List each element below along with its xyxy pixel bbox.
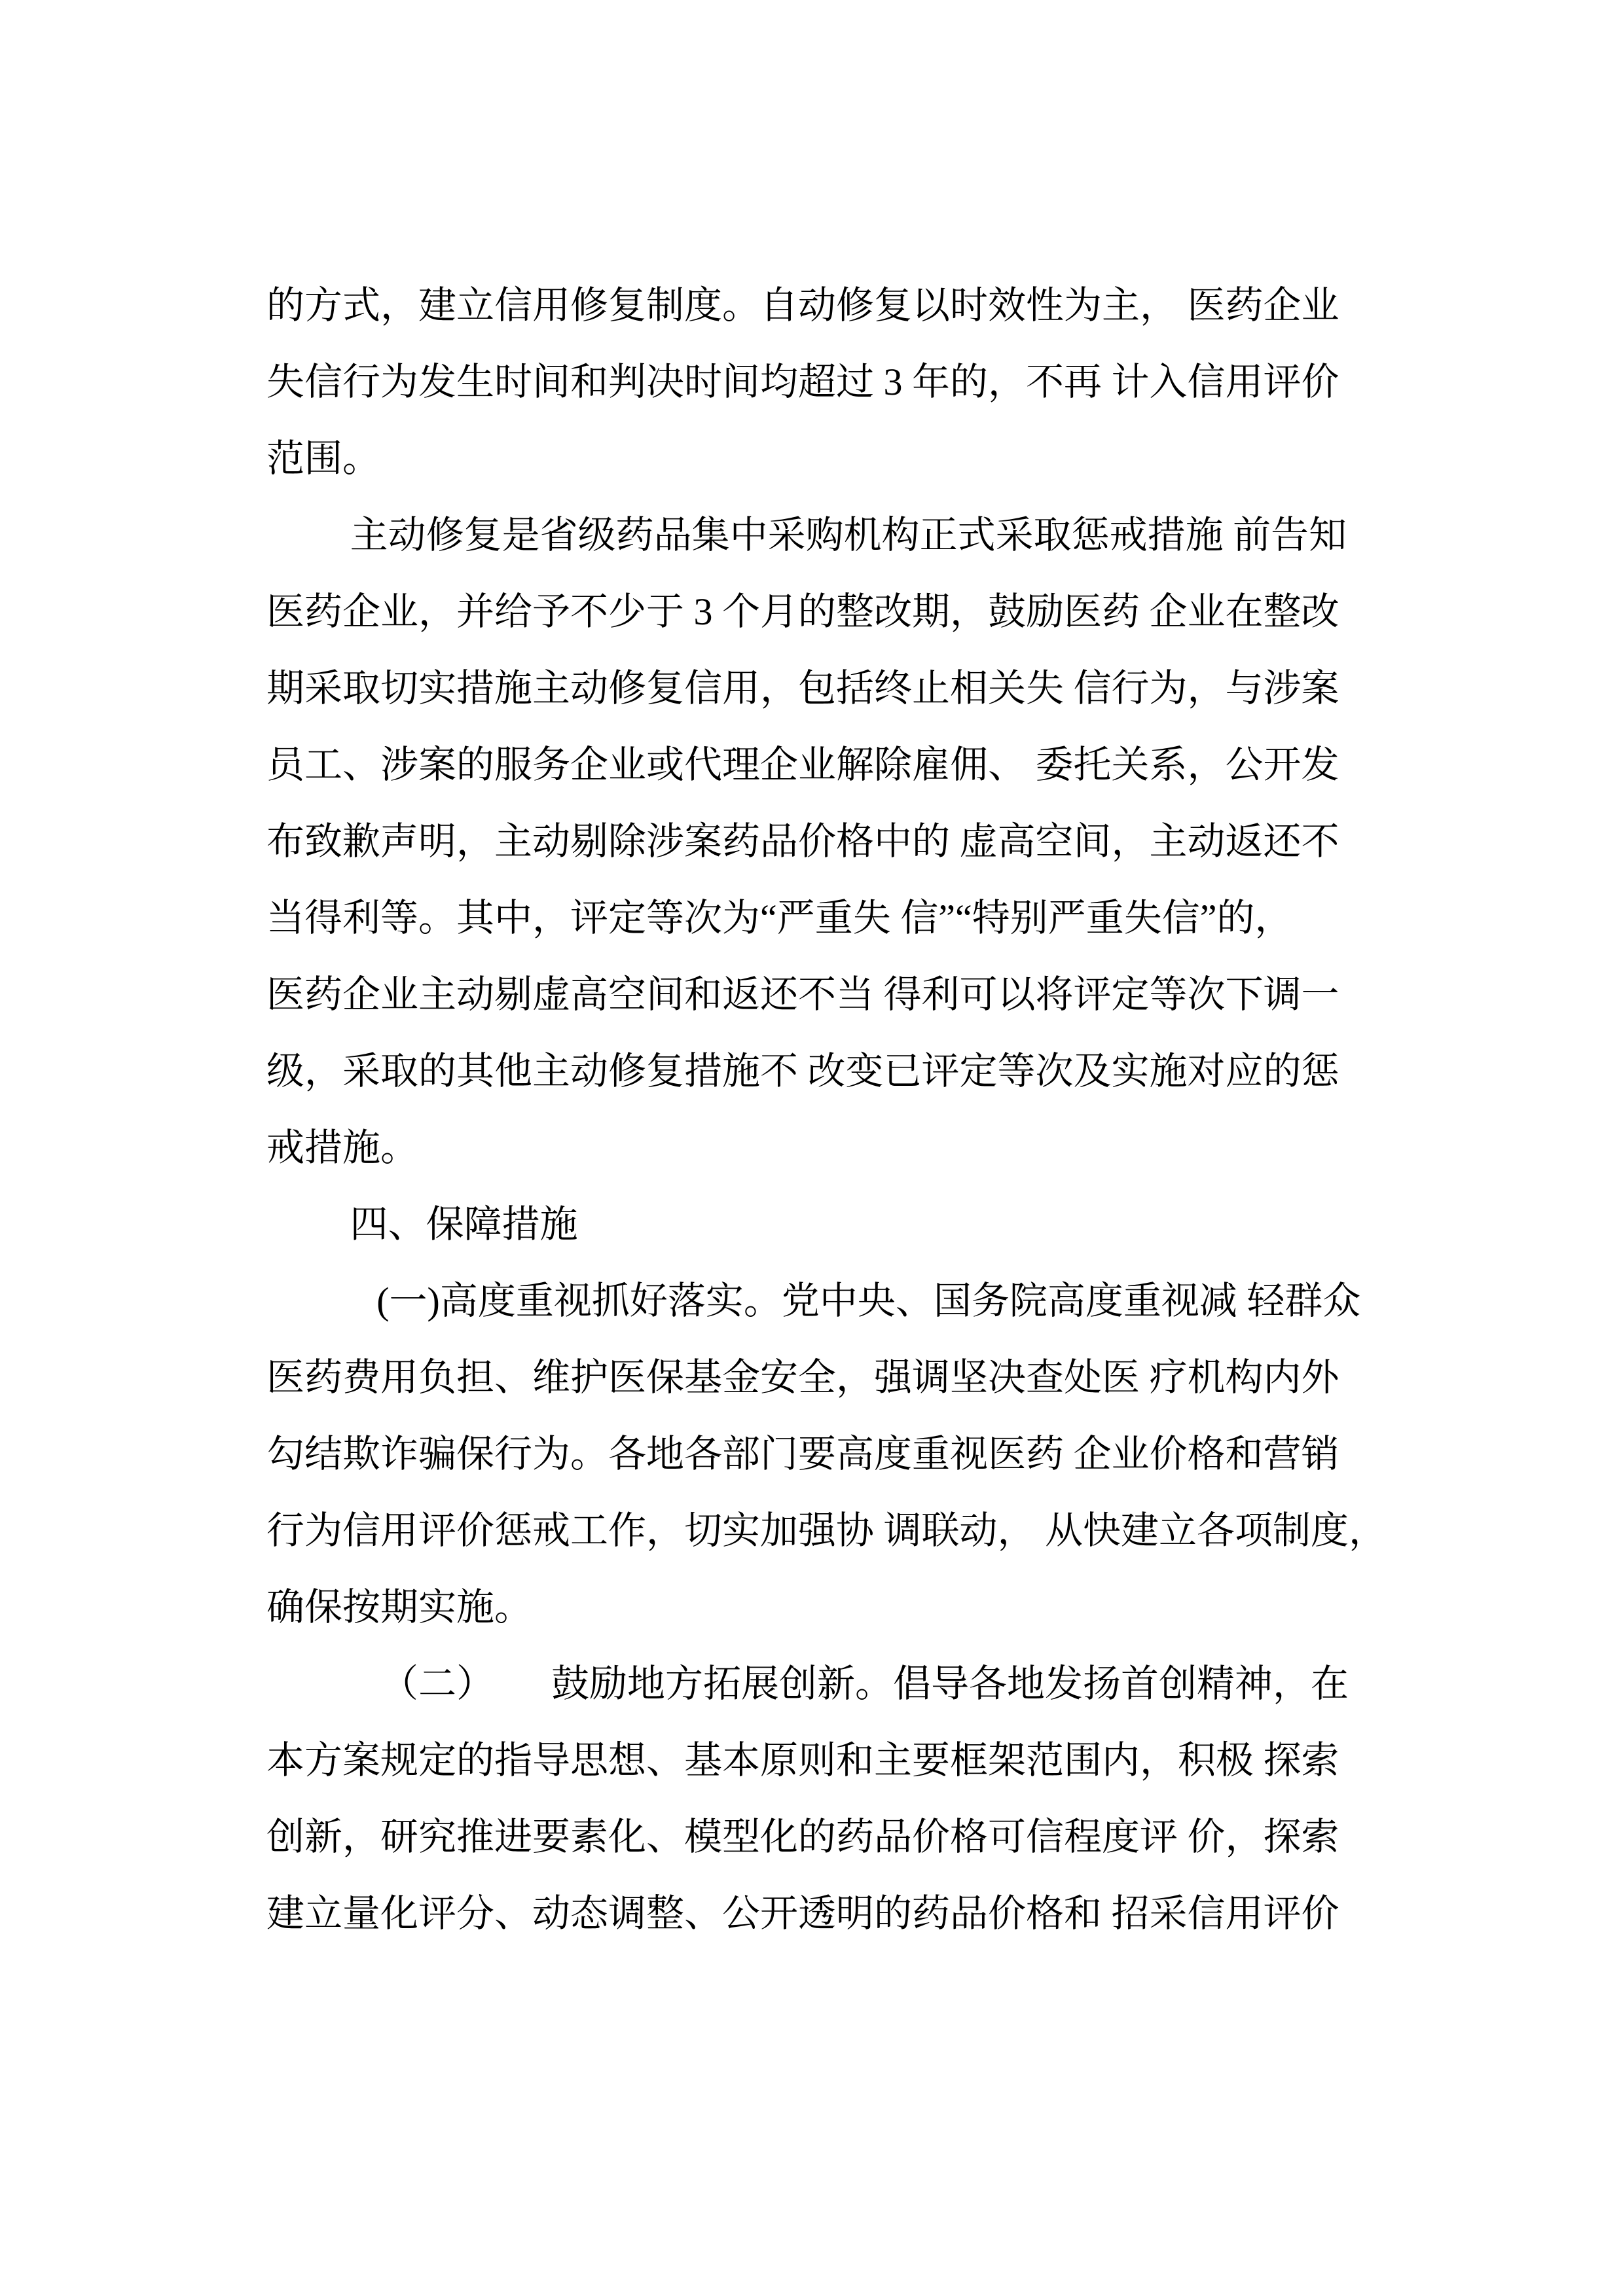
text-line: 期采取切实措施主动修复信用，包括终止相关失 信行为，与涉案 xyxy=(266,667,1339,709)
text-line: 创新，研究推进要素化、模型化的药品价格可信程度评 价，探索 xyxy=(266,1816,1339,1858)
document-text-block xyxy=(266,267,1387,1952)
text-line: 医药企业，并给予不少于 3 个月的整改期，鼓励医药 企业在整改 xyxy=(266,590,1339,633)
text-line: 建立量化评分、动态调整、公开透明的药品价格和 招采信用评价 xyxy=(266,1892,1339,1935)
text-line: 勾结欺诈骗保行为。各地各部门要高度重视医药 企业价格和营销 xyxy=(266,1433,1339,1475)
text-line: 当得利等。其中，评定等次为“严重失 信”“特别严重失信”的， xyxy=(266,897,1293,939)
text-line: 行为信用评价惩戒工作，切实加强协 调联动， 从快建立各项制度， xyxy=(266,1509,1387,1552)
text-line: (一)高度重视抓好落实。党中央、国务院高度重视减 轻群众 xyxy=(376,1280,1361,1322)
text-line: 范围。 xyxy=(266,437,381,480)
text-line: 四、保障措施 xyxy=(350,1203,578,1246)
text-line: 医药企业主动剔虚高空间和返还不当 得利可以将评定等次下调一 xyxy=(266,973,1339,1016)
text-line: 戒措施。 xyxy=(266,1126,419,1169)
text-line: 主动修复是省级药品集中采购机构正式采取惩戒措施 前告知 xyxy=(350,514,1347,556)
text-line: 级，采取的其他主动修复措施不 改变已评定等次及实施对应的惩 xyxy=(266,1050,1339,1092)
text-line: 医药费用负担、维护医保基金安全，强调坚决查处医 疗机构内外 xyxy=(266,1356,1339,1399)
text-line: 员工、涉案的服务企业或代理企业解除雇佣、 委托关系，公开发 xyxy=(266,744,1339,786)
text-line: （二） 鼓励地方拓展创新。倡导各地发扬首创精神，在 xyxy=(380,1662,1349,1705)
text-line: 布致歉声明，主动剔除涉案药品价格中的 虚高空间，主动返还不 xyxy=(266,820,1339,863)
text-line: 的方式，建立信用修复制度。自动修复以时效性为主， 医药企业 xyxy=(266,284,1339,327)
text-line: 确保按期实施。 xyxy=(266,1586,533,1628)
text-line: 本方案规定的指导思想、基本原则和主要框架范围内，积极 探索 xyxy=(266,1739,1339,1782)
text-line: 失信行为发生时间和判决时间均超过 3 年的，不再 计入信用评价 xyxy=(266,361,1339,403)
